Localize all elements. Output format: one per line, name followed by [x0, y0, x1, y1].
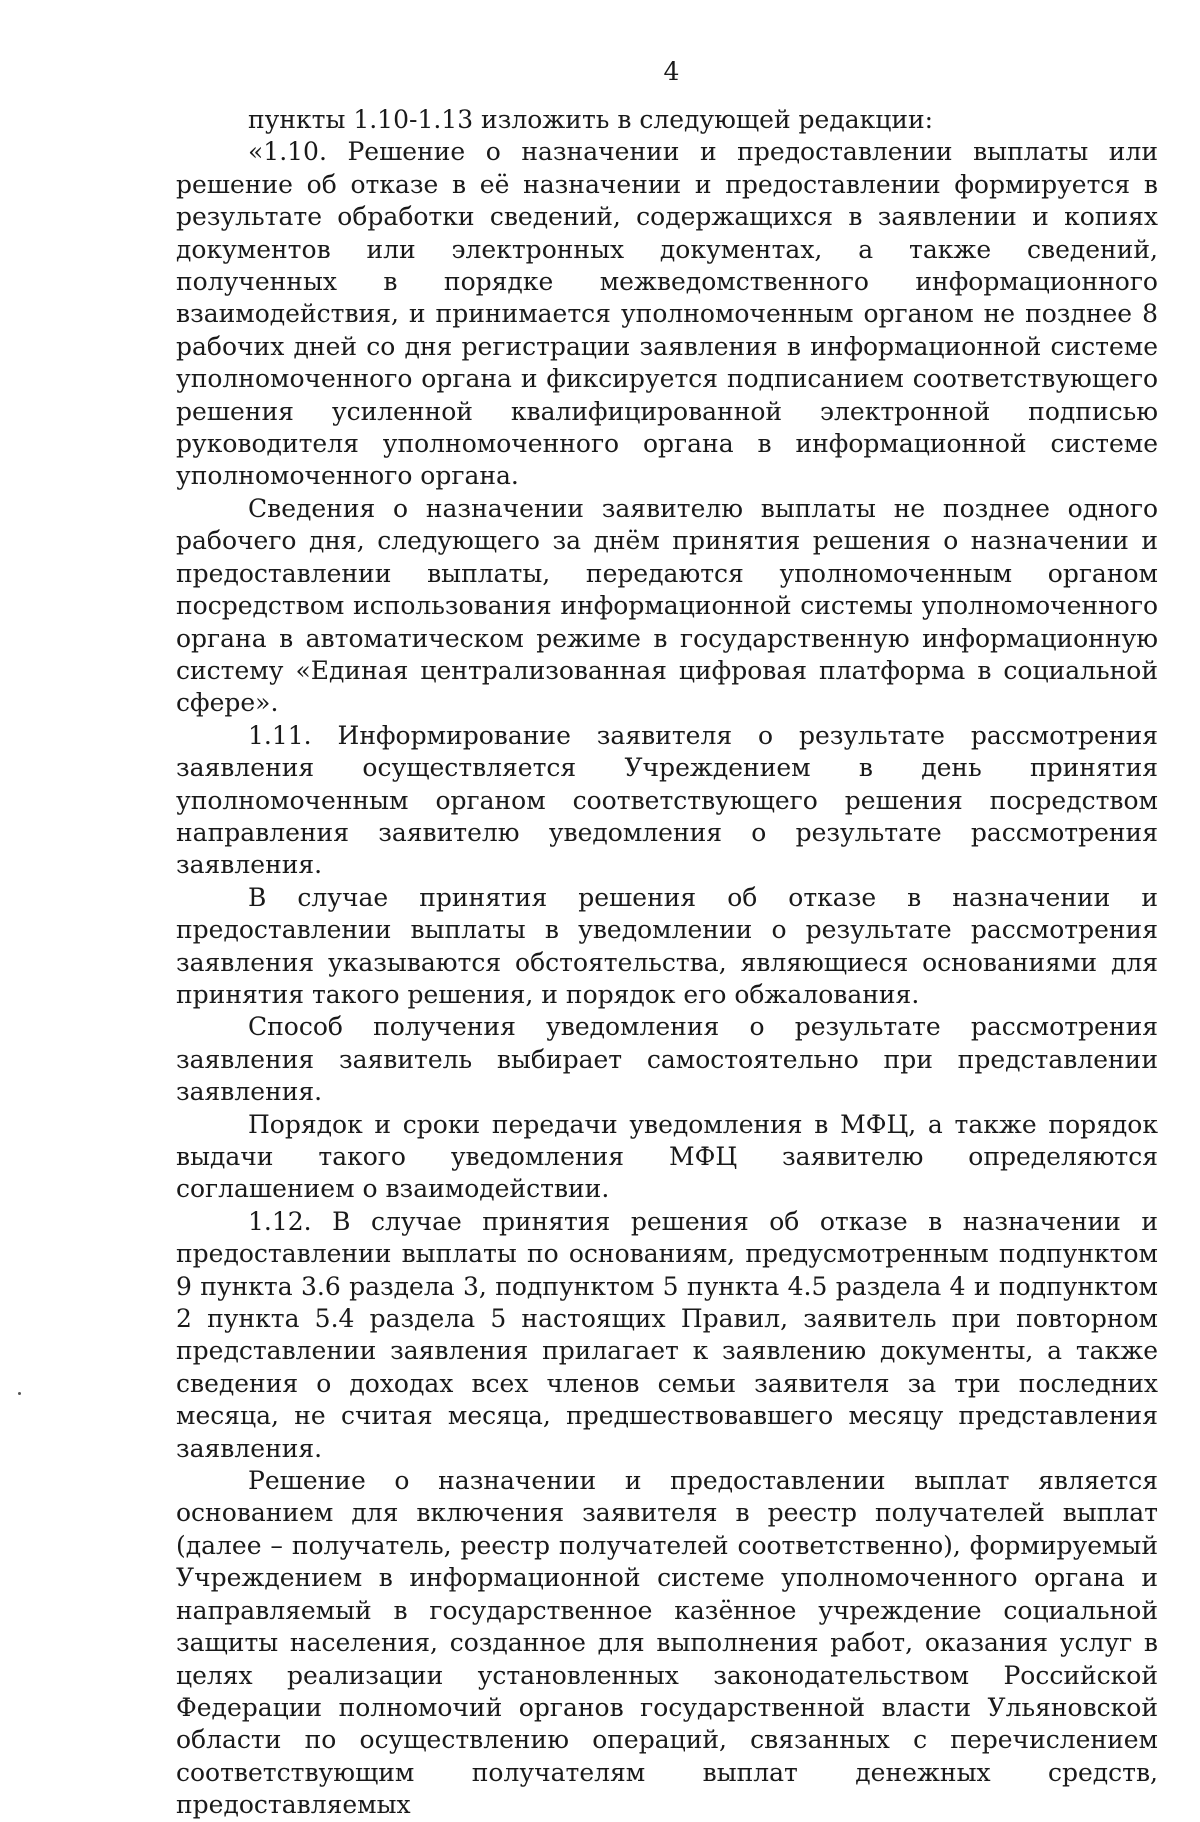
page-number: 4	[663, 57, 680, 86]
paragraph-1-10: «1.10. Решение о назначении и предоставлении выплаты или решение об отказе в её назначении и предоставлении формируется в результате обработки сведений, содержащихся в заявлении и копиях документов или электронных документах, а также сведений, полученных в порядке межведомственного информационного взаимодействия, и принимается уполномоченным органом не позднее 8 рабочих дней со дня регистрации заявления в информационной системе уполномоченного органа и фиксируется подписанием соответствующего решения усиленной квалифицированной электронной подписью руководителя уполномоченного органа в информационной системе уполномоченного органа.	[176, 137, 1158, 491]
paragraph-1-11-mfc: Порядок и сроки передачи уведомления в МФЦ, а также порядок выдачи такого уведомления МФЦ заявителю определяются соглашением о взаимодействии.	[176, 1109, 1158, 1204]
paragraph-1-11-method: Способ получения уведомления о результате рассмотрения заявления заявитель выбирает самостоятельно при представлении заявления.	[176, 1012, 1158, 1107]
paragraph-1-11-refusal: В случае принятия решения об отказе в назначении и предоставлении выплаты в уведомлении о результате рассмотрения заявления указываются обстоятельства, являющиеся основаниями для принятия такого решения, и порядок его обжалования.	[176, 882, 1158, 1009]
scan-speck	[18, 1392, 21, 1395]
paragraph-1-12-registry: Решение о назначении и предоставлении выплат является основанием для включения заявителя в реестр получателей выплат (далее – получатель, реестр получателей соответственно), формируемый Учреждением в информационной системе уполномоченного органа и направляемый в государственное казённое учреждение социальной защиты населения, созданное для выполнения работ, оказания услуг в целях реализации установленных законодательством Российской Федерации полномочий органов государственной власти Ульяновской области по осуществлению операций, связанных с перечислением соответствующим получателям выплат денежных средств, предоставляемых	[176, 1466, 1158, 1820]
paragraph-intro: пункты 1.10-1.13 изложить в следующей редакции:	[248, 105, 934, 134]
paragraph-1-12: 1.12. В случае принятия решения об отказе в назначении и предоставлении выплаты по основаниям, предусмотренным подпунктом 9 пункта 3.6 раздела 3, подпунктом 5 пункта 4.5 раздела 4 и подпунктом 2 пункта 5.4 раздела 5 настоящих Правил, заявитель при повторном представлении заявления прилагает к заявлению документы, а также сведения о доходах всех членов семьи заявителя за три последних месяца, не считая месяца, предшествовавшего месяцу представления заявления.	[176, 1206, 1158, 1463]
document-body	[176, 104, 1158, 1822]
paragraph-1-10-info: Сведения о назначении заявителю выплаты не позднее одного рабочего дня, следующего за днём принятия решения о назначении и предоставлении выплаты, передаются уполномоченным органом посредством использования информационной системы уполномоченного органа в автоматическом режиме в государственную информационную систему «Единая централизованная цифровая платформа в социальной сфере».	[176, 493, 1158, 718]
paragraph-1-11: 1.11. Информирование заявителя о результате рассмотрения заявления осуществляется Учреждением в день принятия уполномоченным органом соответствующего решения посредством направления заявителю уведомления о результате рассмотрения заявления.	[176, 720, 1158, 880]
